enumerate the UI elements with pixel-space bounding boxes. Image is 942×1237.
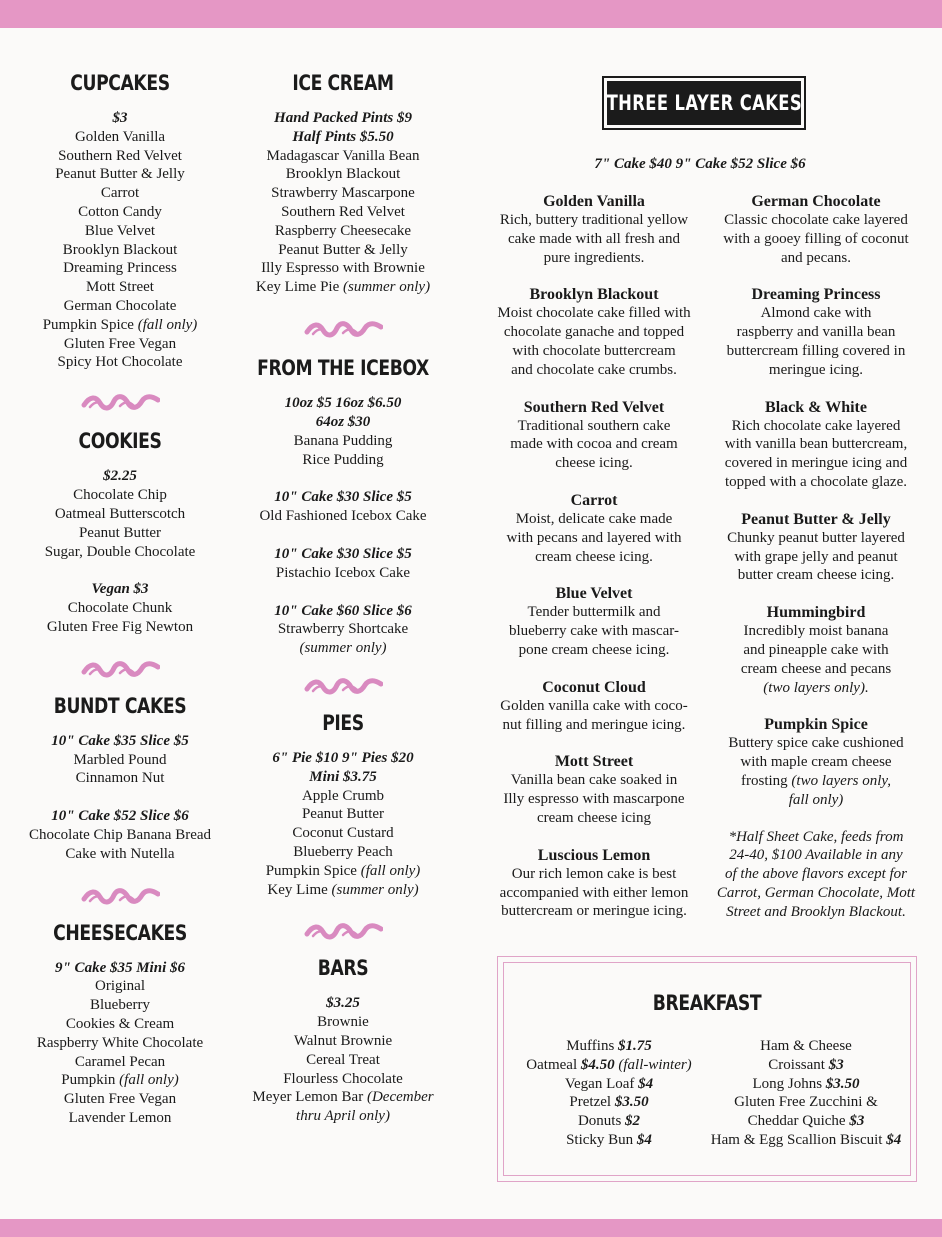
cake-description-line: Classic chocolate cake layered — [724, 212, 908, 228]
list-item: Carrot — [100, 185, 140, 202]
item-name: Pumpkin Spice — [42, 316, 134, 333]
list-item: Blueberry Peach — [293, 844, 393, 860]
cupcakes-price: $3 — [112, 110, 128, 127]
cake-name: Peanut Butter & Jelly — [741, 510, 891, 528]
cake-description-line: buttercream filling covered in — [726, 342, 906, 359]
breakfast-item-name: Pretzel — [569, 1094, 612, 1111]
list-item: Flourless Chocolate — [283, 1070, 403, 1087]
bottom-pink-band — [0, 1219, 942, 1237]
breakfast-item-price: $1.75 — [618, 1038, 652, 1054]
list-item — [236, 881, 450, 900]
squiggle-divider-icon — [303, 921, 383, 941]
list-item: Cereal Treat — [306, 1051, 380, 1068]
cake-description-line: Traditional southern cake — [517, 417, 671, 434]
cake-description-line: Rich chocolate cake layered — [731, 417, 901, 434]
cake-description-line: buttercream or meringue icing. — [501, 903, 687, 920]
section-title-ice-cream: ICE CREAM — [292, 71, 394, 95]
bundt-price-10-35: 10" Cake $35 Slice $5 — [51, 732, 189, 749]
list-item: Peanut Butter — [301, 806, 385, 823]
list-item: Illy Espresso with Brownie — [261, 260, 425, 277]
item-note: (summer only) — [299, 640, 387, 657]
list-item: Apple Crumb — [301, 787, 385, 804]
breakfast-item-price: $2 — [625, 1113, 641, 1130]
breakfast-item — [700, 1037, 912, 1056]
item-name: Key Lime — [267, 881, 328, 898]
breakfast-item — [503, 1112, 715, 1131]
list-item: Strawberry Mascarpone — [271, 185, 415, 202]
breakfast-item-name: Croissant — [768, 1056, 825, 1073]
list-item: Strawberry Shortcake — [277, 621, 409, 638]
list-item: Blue Velvet — [84, 222, 156, 239]
cake-name: Black & White — [765, 398, 867, 416]
cake-description-line: butter cream cheese icing. — [737, 567, 895, 584]
cake-entry — [488, 752, 700, 827]
cake-description-line: and chocolate cake crumbs. — [511, 361, 677, 378]
list-item: Coconut Custard — [292, 825, 394, 842]
cake-description-line: pure ingredients. — [543, 249, 645, 266]
list-item: Spicy Hot Chocolate — [57, 354, 183, 371]
breakfast-item-price: $4 — [636, 1131, 652, 1148]
breakfast-item — [700, 1056, 912, 1075]
half-sheet-line: *Half Sheet Cake, feeds from — [728, 828, 904, 845]
breakfast-item-name: Gluten Free Zucchini & — [734, 1094, 878, 1111]
cake-description-line: and pineapple cake with — [743, 641, 889, 658]
breakfast-item-name: Sticky Bun — [566, 1131, 634, 1148]
list-item: Peanut Butter & Jelly — [278, 241, 408, 258]
cake-description-line: Our rich lemon cake is best — [511, 865, 677, 882]
item-note: (December — [366, 1089, 434, 1106]
cake-description-line: Almond cake with — [760, 305, 872, 322]
cake-description-line: Rich, buttery traditional yellow — [499, 212, 689, 228]
cake-entry — [488, 192, 700, 267]
list-item: Gluten Free Vegan — [63, 335, 177, 352]
section-title-pies: PIES — [322, 710, 364, 735]
half-sheet-line: 24-40, $100 Available in any — [729, 847, 903, 864]
cheesecakes-price: 9" Cake $35 Mini $6 — [54, 959, 185, 976]
list-item: German Chocolate — [63, 298, 177, 315]
list-item: Golden Vanilla — [74, 128, 166, 145]
list-item: Lavender Lemon — [68, 1110, 172, 1127]
breakfast-item-price: $3 — [849, 1113, 865, 1130]
half-sheet-line: of the above flavors except for — [724, 866, 908, 883]
cake-description-line: chocolate ganache and topped — [503, 324, 685, 341]
section-title-three-layer-cakes: THREE LAYER CAKES — [606, 91, 802, 115]
section-title-cheesecakes: CHEESECAKES — [53, 920, 187, 945]
cake-description-line: Vanilla bean cake soaked in — [510, 772, 678, 789]
section-title-cupcakes: CUPCAKES — [70, 71, 170, 95]
item-name: Pumpkin — [61, 1072, 116, 1089]
icecream-price-pints: Hand Packed Pints $9 — [274, 110, 412, 127]
list-item: Dreaming Princess — [63, 260, 177, 277]
list-item: Banana Pudding — [293, 432, 393, 449]
list-item: Oatmeal Butterscotch — [54, 505, 186, 522]
list-item: Brooklyn Blackout — [62, 241, 178, 258]
cake-description-line: accompanied with either lemon — [499, 884, 689, 901]
list-item: Chocolate Chunk — [67, 600, 173, 617]
column-left — [12, 72, 228, 1128]
item-name: Pumpkin Spice — [265, 862, 357, 879]
cake-entry — [710, 715, 922, 809]
cake-description-line: Golden vanilla cake with coco- — [500, 697, 688, 714]
squiggle-divider-icon — [303, 319, 383, 339]
three-layer-prices: 7" Cake $40 9" Cake $52 Slice $6 — [594, 156, 806, 172]
icebox-price-cake-60: 10" Cake $60 Slice $6 — [274, 602, 412, 619]
column-middle — [236, 72, 450, 1126]
list-item — [236, 862, 450, 881]
breakfast-item-name: Muffins — [566, 1038, 615, 1054]
icebox-price-64oz: 64oz $30 — [315, 413, 371, 430]
half-sheet-note — [710, 828, 922, 922]
cake-description-line: nut filling and meringue icing. — [502, 716, 686, 733]
cake-description-line: and pecans. — [781, 249, 851, 266]
section-title-breakfast: BREAKFAST — [652, 991, 762, 1015]
breakfast-item — [503, 1037, 715, 1056]
list-item — [236, 1088, 450, 1107]
cake-entry — [710, 192, 922, 267]
cake-note: (two layers only, — [791, 772, 891, 789]
cake-description-line: with maple cream cheese — [740, 754, 892, 771]
list-item: Chocolate Chip — [73, 487, 167, 504]
cake-name: Hummingbird — [766, 604, 866, 622]
cake-name: Carrot — [570, 491, 618, 509]
breakfast-item — [503, 1056, 715, 1075]
item-note: (summer only) — [343, 279, 431, 296]
breakfast-item-price: $3 — [828, 1056, 844, 1073]
breakfast-item-price: $4 — [638, 1075, 654, 1092]
list-item: Caramel Pecan — [74, 1053, 166, 1070]
top-pink-band — [0, 0, 942, 28]
item-note: (fall only) — [137, 316, 198, 333]
item-note: (fall only) — [360, 862, 421, 879]
list-item: Cookies & Cream — [65, 1016, 175, 1033]
three-layer-right-column — [710, 192, 922, 922]
section-title-from-the-icebox: FROM THE ICEBOX — [257, 356, 429, 381]
list-item: Chocolate Chip Banana Bread — [28, 827, 212, 843]
cake-description-line: Moist, delicate cake made — [515, 510, 673, 527]
cake-description-line: pone cream cheese icing. — [518, 641, 670, 658]
cake-description-line: cream cheese icing. — [535, 548, 653, 565]
cake-description-line: Tender buttermilk and — [527, 604, 661, 621]
cake-description-line: meringue icing. — [768, 361, 864, 378]
list-item — [12, 316, 228, 335]
item-note: (summer only) — [331, 881, 419, 898]
cake-entry — [488, 491, 700, 566]
list-item: Peanut Butter — [78, 524, 162, 541]
breakfast-item-note: (fall-winter) — [618, 1056, 692, 1073]
cake-entry — [710, 285, 922, 379]
cake-entry — [488, 285, 700, 379]
cupcakes-list — [12, 128, 228, 372]
list-item: Walnut Brownie — [293, 1033, 393, 1050]
cake-description-line: with pecans and layered with — [506, 529, 682, 546]
icecream-price-half-pints: Half Pints $5.50 — [292, 128, 394, 145]
three-layer-left-column — [488, 192, 700, 939]
list-item: Blueberry — [90, 997, 150, 1014]
cake-description-line: Moist chocolate cake filled with — [497, 305, 691, 322]
cake-note: (two layers only). — [763, 679, 869, 696]
breakfast-heading-wrap — [503, 992, 911, 1015]
bundt-price-10-52: 10" Cake $52 Slice $6 — [51, 808, 189, 825]
icebox-price-cake-30: 10" Cake $30 Slice $5 — [274, 489, 412, 506]
breakfast-item-price: $3.50 — [614, 1094, 649, 1111]
breakfast-item-price: $4.50 — [580, 1056, 615, 1073]
cake-entry — [710, 398, 922, 492]
cake-description-line: raspberry and vanilla bean — [736, 324, 896, 341]
breakfast-item — [503, 1093, 715, 1112]
cake-description-line — [710, 772, 922, 791]
item-note: (fall only) — [119, 1072, 179, 1089]
cake-description-line: Incredibly moist banana — [743, 623, 889, 640]
cake-name: Southern Red Velvet — [523, 398, 665, 416]
cake-description-line: covered in meringue icing and — [724, 455, 908, 472]
item-note: thru April only) — [296, 1108, 390, 1125]
breakfast-item — [503, 1075, 715, 1094]
three-layer-cakes-heading-box — [602, 76, 806, 130]
list-item: Cinnamon Nut — [75, 770, 165, 787]
section-title-bars: BARS — [317, 956, 369, 981]
half-sheet-line: Carrot, German Chocolate, Mott — [716, 884, 916, 901]
cake-description-line: topped with a chocolate glaze. — [724, 473, 907, 490]
breakfast-item — [700, 1131, 912, 1150]
list-item: Marbled Pound — [73, 751, 167, 768]
pies-price-sizes: 6" Pie $10 9" Pies $20 — [272, 750, 414, 767]
cake-description-line: Buttery spice cake cushioned — [728, 735, 904, 752]
pies-price-mini: Mini $3.75 — [309, 768, 377, 785]
cake-description-line: with chocolate buttercream — [512, 342, 676, 359]
icebox-price-cake-30b: 10" Cake $30 Slice $5 — [274, 545, 412, 562]
cake-description-line: made with cocoa and cream — [510, 436, 678, 453]
cake-entry — [488, 398, 700, 473]
cake-description-text: frosting — [741, 772, 792, 789]
list-item: Raspberry Cheesecake — [274, 222, 412, 239]
list-item: Cake with Nutella — [65, 845, 175, 862]
item-name: Key Lime Pie — [255, 279, 340, 296]
list-item: Brooklyn Blackout — [285, 166, 401, 183]
cake-description-line: cheese icing. — [555, 455, 633, 472]
list-item — [236, 278, 450, 297]
cake-description-line: blueberry cake with mascar- — [508, 623, 680, 640]
breakfast-right-list — [700, 1037, 912, 1150]
cake-name: Luscious Lemon — [537, 846, 651, 864]
cookies-vegan-price: Vegan $3 — [91, 581, 149, 598]
cake-entry — [488, 678, 700, 735]
cake-name: Brooklyn Blackout — [529, 286, 659, 304]
list-item: Brownie — [317, 1014, 369, 1031]
cake-name: German Chocolate — [751, 193, 881, 210]
half-sheet-line: Street and Brooklyn Blackout. — [726, 903, 906, 920]
cake-description-line: with a gooey filling of coconut — [723, 230, 909, 247]
list-item: Rice Pudding — [302, 451, 384, 468]
section-title-cookies: COOKIES — [78, 429, 162, 454]
cake-description-line: Illy espresso with mascarpone — [503, 791, 685, 808]
list-item: Madagascar Vanilla Bean — [266, 147, 420, 164]
cake-description-line: Chunky peanut butter layered — [727, 529, 905, 546]
list-item: Original — [95, 978, 145, 995]
list-item: Gluten Free Fig Newton — [46, 618, 194, 635]
cake-description-line: cake made with all fresh and — [507, 230, 680, 247]
cake-entry — [488, 846, 700, 921]
cake-description-line: cream cheese icing — [536, 809, 652, 826]
squiggle-divider-icon — [80, 392, 160, 412]
squiggle-divider-icon — [80, 659, 160, 679]
list-item: Sugar, Double Chocolate — [44, 543, 196, 560]
cake-name: Blue Velvet — [555, 585, 633, 603]
item-name: Meyer Lemon Bar — [252, 1089, 364, 1106]
cookies-price: $2.25 — [103, 468, 137, 485]
section-title-bundt-cakes: BUNDT CAKES — [53, 693, 187, 718]
list-item: Mott Street — [86, 279, 154, 296]
cake-description-line: cream cheese and pecans — [740, 660, 892, 677]
cake-name: Pumpkin Spice — [764, 716, 868, 734]
breakfast-item-name: Cheddar Quiche — [747, 1113, 846, 1130]
list-item: Raspberry White Chocolate — [36, 1034, 204, 1051]
list-item: Southern Red Velvet — [281, 204, 405, 221]
breakfast-item-name: Oatmeal — [526, 1056, 578, 1073]
cake-entry — [710, 603, 922, 697]
breakfast-item-name: Ham & Cheese — [760, 1038, 852, 1054]
breakfast-item-name: Ham & Egg Scallion Biscuit — [710, 1131, 883, 1148]
list-item: Peanut Butter & Jelly — [55, 166, 185, 183]
cake-entry — [488, 584, 700, 659]
squiggle-divider-icon — [80, 886, 160, 906]
list-item: Cotton Candy — [78, 204, 162, 221]
list-item: Old Fashioned Icebox Cake — [259, 508, 427, 525]
breakfast-item-name: Donuts — [577, 1113, 622, 1130]
list-item: Gluten Free Vegan — [63, 1091, 177, 1108]
list-item: Southern Red Velvet — [58, 147, 182, 164]
list-item: Pistachio Icebox Cake — [275, 564, 411, 581]
breakfast-item-price: $3.50 — [825, 1075, 860, 1092]
cake-name: Dreaming Princess — [751, 286, 881, 304]
cake-entry — [710, 510, 922, 585]
cake-name: Coconut Cloud — [542, 678, 646, 696]
cake-description-line: with vanilla bean buttercream, — [724, 436, 908, 453]
breakfast-item — [700, 1093, 912, 1112]
cake-description-line: with grape jelly and peanut — [734, 548, 898, 565]
breakfast-item — [700, 1075, 912, 1094]
squiggle-divider-icon — [303, 676, 383, 696]
breakfast-item — [700, 1112, 912, 1131]
cake-name: Mott Street — [554, 753, 634, 771]
breakfast-item-name: Vegan Loaf — [564, 1075, 635, 1092]
bars-price: $3.25 — [326, 995, 360, 1012]
breakfast-left-list — [503, 1037, 715, 1150]
icebox-price-sizes: 10oz $5 16oz $6.50 — [284, 395, 402, 412]
cake-note: fall only) — [788, 791, 844, 808]
breakfast-item-name: Long Johns — [752, 1075, 823, 1092]
list-item — [12, 1071, 228, 1090]
breakfast-item-price: $4 — [886, 1131, 902, 1148]
breakfast-item — [503, 1131, 715, 1150]
cake-name: Golden Vanilla — [543, 193, 645, 210]
